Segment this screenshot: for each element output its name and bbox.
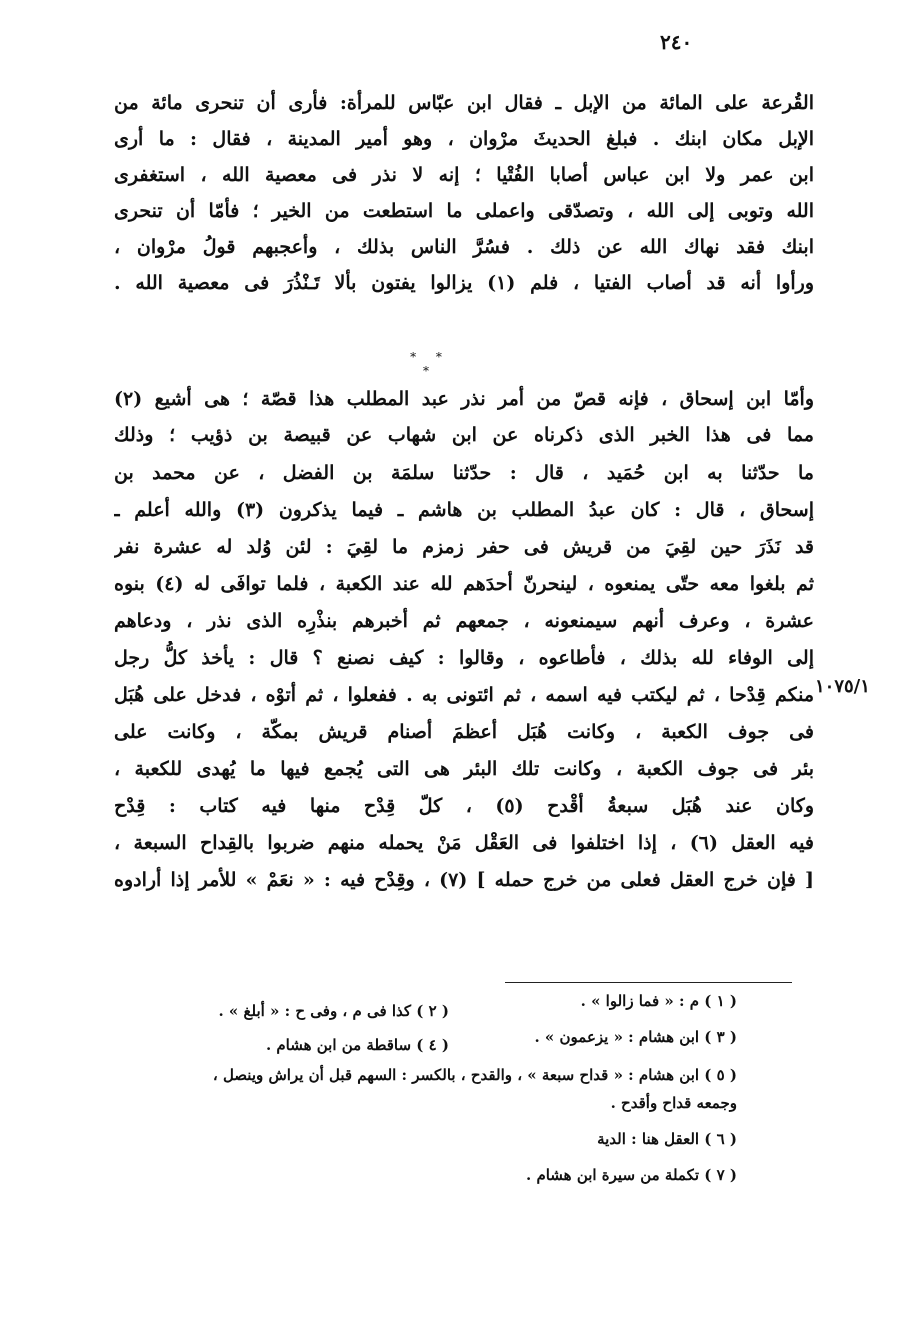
text-line: ابنك فقد نهاك الله عن ذلك . فسُرَّ الناس بذلك ، وأعجبهم قولُ مرْوان ،: [114, 236, 814, 258]
text-line: عشرة ، وعرف أنهم سيمنعونه ، جمعهم ثم أخبرهم بنذْرِه الذى نذر ، ودعاهم: [114, 610, 814, 632]
section-separator: * * *: [410, 350, 450, 378]
text-line: فى جوف الكعبة ، وكانت هُبَل أعظمَ أصنام قريش بمكّة ، وكانت على: [114, 721, 814, 743]
text-line: [ فإن خرج العقل فعلى من خرج حمله ] (٧) ، وقِدْح فيه : « نعَمْ » للأمر إذا أرادوه: [114, 869, 814, 891]
footnote-1: ( ١ ) م : « فما زالوا » .: [580, 992, 737, 1010]
footnote-6: ( ٦ ) العقل هنا : الدية: [597, 1130, 737, 1148]
text-line: منكم قِدْحا ، ثم ليكتب فيه اسمه ، ثم ائتونى به . ففعلوا ، ثم أتوْه ، فدخل على هُبَل: [114, 684, 814, 706]
text-line: مما فى هذا الخبر الذى ذكرناه عن ابن شهاب عن قبيصة بن ذؤيب ؛ وذلك: [114, 424, 814, 446]
footnote-2: ( ٢ ) كذا فى م ، وفى ح : « أبلغ » .: [218, 1002, 449, 1020]
text-line: ابن عمر ولا ابن عباس أصابا الفُتْيا ؛ إنه لا نذر فى معصية الله ، استغفرى: [114, 164, 814, 186]
footnote-divider: [505, 982, 792, 983]
footnote-5: ( ٥ ) ابن هشام : « قداح سبعة » ، والقدح ، بالكسر : السهم قبل أن يراش وينصل ،: [212, 1066, 737, 1084]
text-line: الإبل مكان ابنك . فبلغ الحديثَ مرْوان ، وهو أمير المدينة ، فقال : ما أرى: [114, 128, 814, 150]
footnote-7: ( ٧ ) تكملة من سيرة ابن هشام .: [526, 1166, 737, 1184]
text-line: قد نَذَرَ حين لقِيَ من قريش فى حفر زمزم ما لقِيَ : لئن وُلد له عشرة نفر: [114, 536, 814, 558]
text-line: وأمّا ابن إسحاق ، فإنه قصّ من أمر نذر عبد المطلب هذا قصّة ؛ هى أشيع (٢): [114, 388, 814, 410]
text-line: إلى الوفاء لله بذلك ، فأطاعوه ، وقالوا : كيف نصنع ؟ قال : يأخذ كلُّ رجل: [114, 647, 814, 669]
margin-reference: ١٠٧٥/١: [815, 676, 870, 697]
text-line: فيه العقل (٦) ، إذا اختلفوا فى العَقْل مَنْ يحمله منهم ضربوا بالقِداح السبعة ،: [114, 832, 814, 854]
text-line: ثم بلغوا معه حتّى يمنعوه ، لينحرنّ أحدَهم لله عند الكعبة ، فلما توافَى له (٤) بنوه: [114, 573, 814, 595]
footnote-5-continued: وجمعه قداح وأقدح .: [610, 1094, 737, 1112]
text-line: ورأوا أنه قد أصاب الفتيا ، فلم (١) يزالوا يفتون بألا تَـنْذُرَ فى معصية الله .: [114, 272, 814, 294]
text-line: ما حدّثنا به ابن حُمَيد ، قال : حدّثنا سلمَة بن الفضل ، عن محمد بن: [114, 462, 814, 484]
footnote-4: ( ٤ ) ساقطة من ابن هشام .: [265, 1036, 449, 1054]
page-number: ٢٤٠: [660, 30, 693, 54]
text-line: إسحاق ، قال : كان عبدُ المطلب بن هاشم ـ فيما يذكرون (٣) والله أعلم ـ: [114, 499, 814, 521]
footnote-3: ( ٣ ) ابن هشام : « يزعمون » .: [534, 1028, 737, 1046]
text-line: الله وتوبى إلى الله ، وتصدّقى واعملى ما استطعت من الخير ؛ فأمّا أن تنحرى: [114, 200, 814, 222]
text-line: القُرعة على المائة من الإبل ـ فقال ابن عبّاس للمرأة: فأرى أن تنحرى مائة من: [114, 92, 814, 114]
text-line: بئر فى جوف الكعبة ، وكانت تلك البئر هى التى يُجمع فيها ما يُهدى للكعبة ،: [114, 758, 814, 780]
text-line: وكان عند هُبَل سبعةُ أقْدح (٥) ، كلّ قِدْح منها فيه كتاب : قِدْح: [114, 795, 814, 817]
